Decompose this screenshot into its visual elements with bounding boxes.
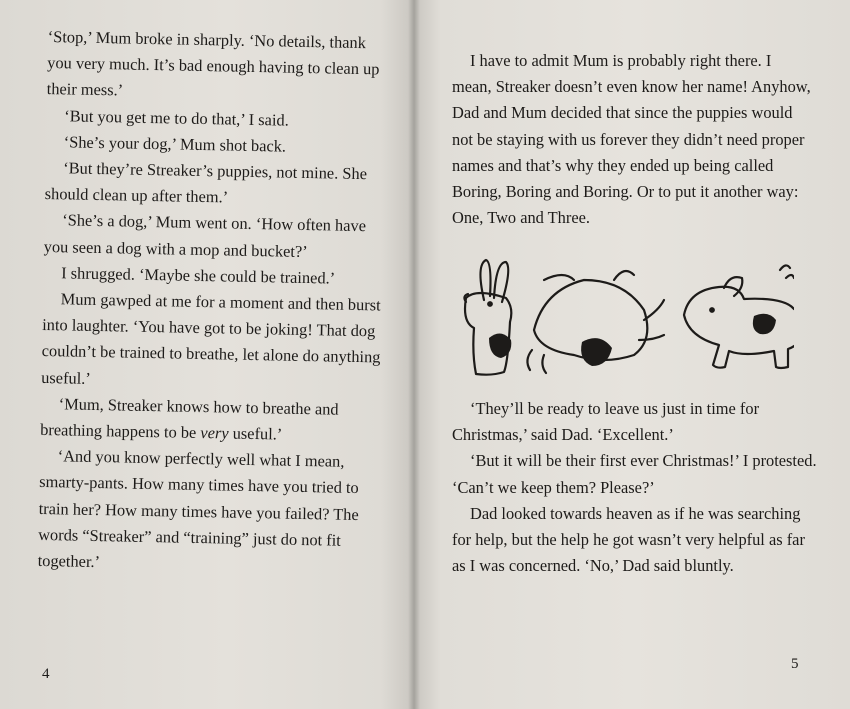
right-page-text-top: [452, 48, 812, 231]
page-number: 5: [791, 656, 799, 672]
page-number: 4: [42, 666, 50, 682]
emphasis-text: very: [200, 423, 229, 443]
left-page-text: [37, 24, 393, 581]
paragraph: ‘But you get me to do that,’ I said.: [64, 105, 289, 130]
right-page-text-bottom: [452, 396, 822, 579]
paragraph: ‘But it will be their first ever Christmas!’ I protested. ‘Can’t we keep them? Please?’: [452, 451, 817, 497]
paragraph: Dad looked towards heaven as if he was searching for help, but the help he got wasn’t very helpful as far as I was concerned. ‘No,’ Dad said bluntly.: [452, 503, 805, 576]
paragraph: ‘But they’re Streaker’s puppies, not mine. She should clean up after them.’: [44, 158, 368, 207]
paragraph: ‘She’s a dog,’ Mum went on. ‘How often have you seen a dog with a mop and bucket?’: [43, 210, 367, 261]
paragraph-text: ‘Mum, Streaker knows how to breathe and breathing happens to be: [40, 394, 339, 443]
paragraph: ‘Stop,’ Mum broke in sharply. ‘No details, thank you very much. It’s bad enough having to clean up their mess.’: [46, 26, 380, 100]
paragraph: [40, 391, 386, 450]
paragraph: ‘She’s your dog,’ Mum shot back.: [63, 132, 287, 156]
left-page: [0, 0, 414, 709]
paragraph: Mum gawped at me for a moment and then burst into laughter. ‘You have got to be joking! That dog couldn’t be trained to breathe, let alone do anything useful.’: [41, 289, 381, 388]
book-gutter: [408, 0, 420, 709]
three-puppies-illustration: [454, 240, 794, 380]
paragraph: ‘And you know perfectly well what I mean, smarty-pants. How many times have you tried to train her? How many times have you failed? The words “Streaker” and “training” just do not fit together.’: [37, 446, 359, 572]
right-page: [414, 0, 850, 709]
puppy-one-drawing: [464, 260, 511, 375]
paragraph: ‘They’ll be ready to leave us just in time for Christmas,’ said Dad. ‘Excellent.’: [452, 399, 760, 445]
paragraph: I shrugged. ‘Maybe she could be trained.’: [61, 263, 336, 288]
puppy-three-drawing: [684, 265, 794, 368]
paragraph: I have to admit Mum is probably right there. I mean, Streaker doesn’t even know her name! Anyhow, Dad and Mum decided that since the puppies would not be staying with us forever they didn’t need proper names and that’s why they ended up being called Boring, Boring and Boring. Or to put it another way: One, Two and Three.: [452, 51, 811, 228]
paragraph-text: useful.’: [228, 423, 283, 444]
